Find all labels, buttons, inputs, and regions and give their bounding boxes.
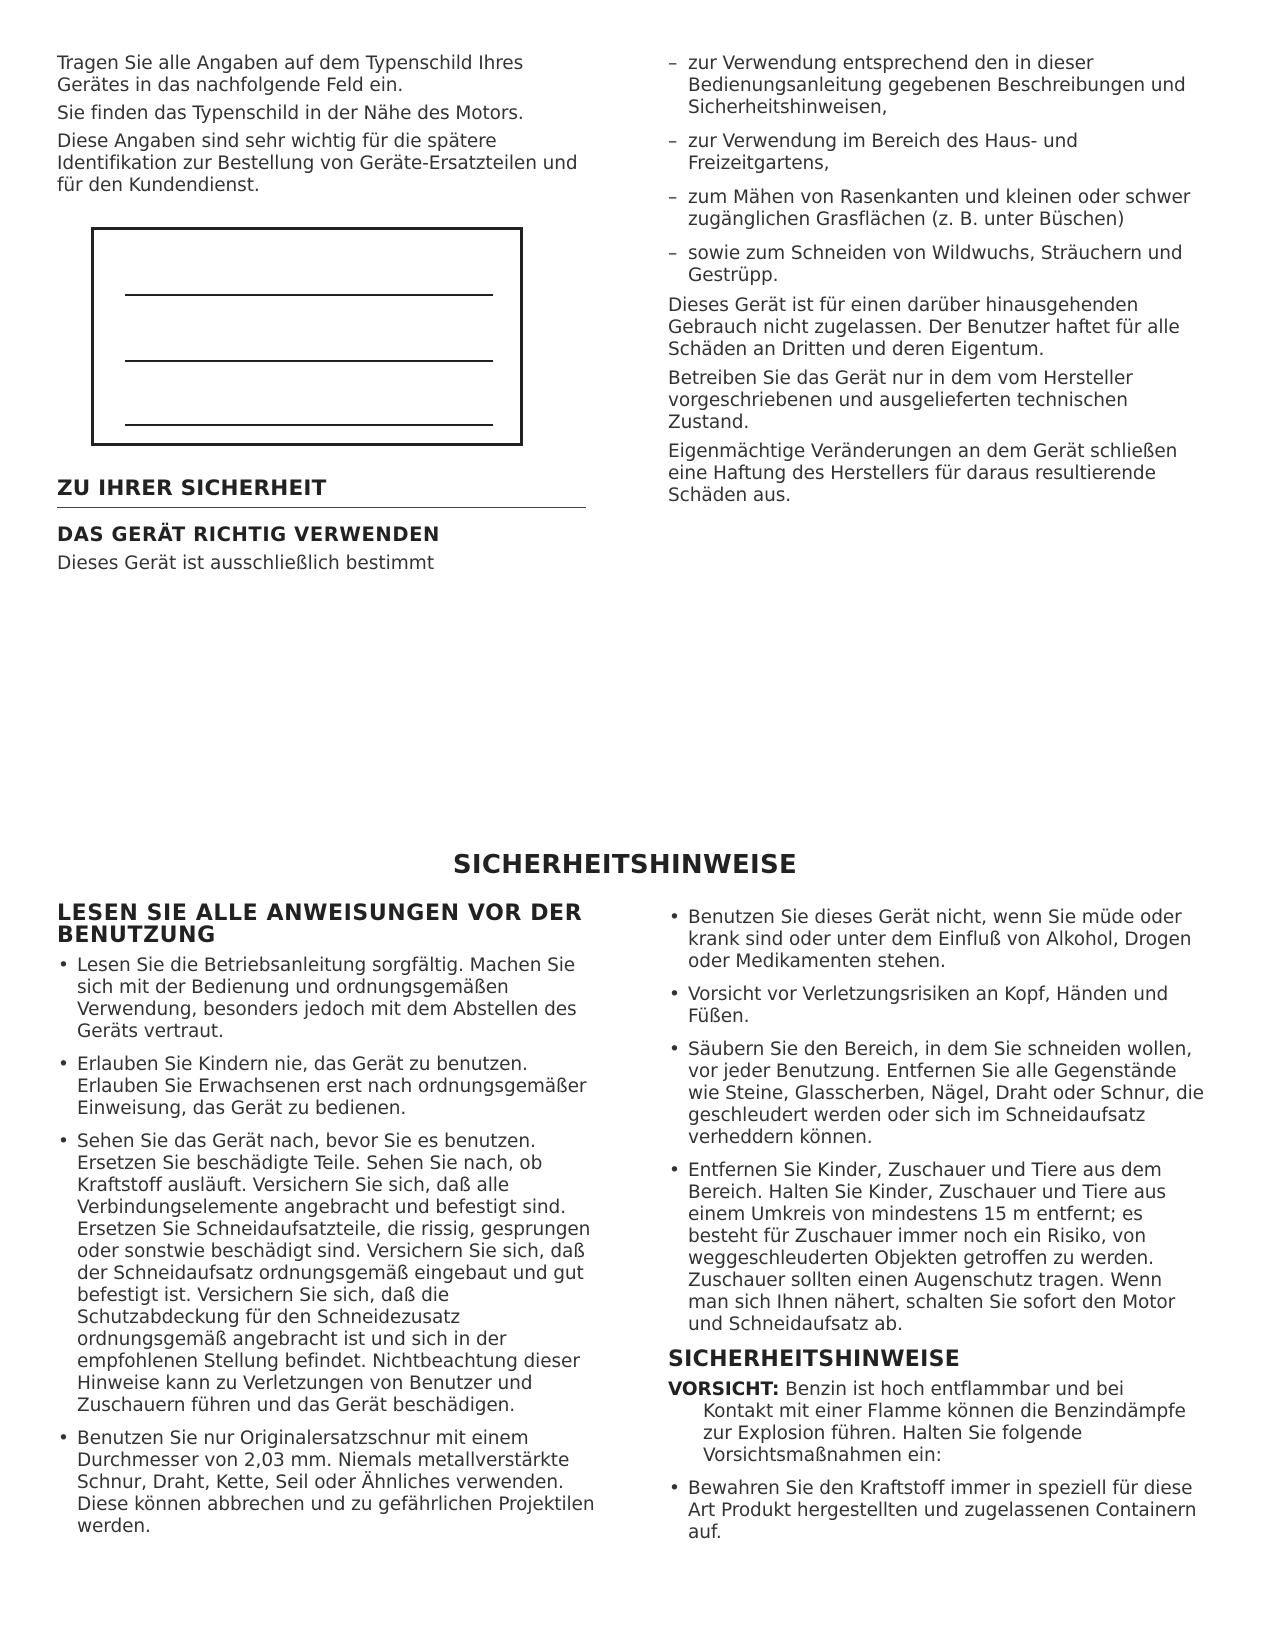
list-item: • Lesen Sie die Betriebsanleitung sorgfältig. Machen Sie sich mit der Bedienung und ordnungsgemäßen Verwendung, besonders jedoch mit dem Abstellen des Geräts vertraut.	[57, 955, 597, 1043]
safety-hints-right-section	[668, 907, 1208, 1555]
read-instructions-section	[57, 903, 597, 1549]
list-item: • Erlauben Sie Kindern nie, das Gerät zu benutzen. Erlauben Sie Erwachsenen erst nach ordnungsgemäßer Einweisung, das Gerät zu bedienen.	[57, 1054, 597, 1120]
list-item: • Bewahren Sie den Kraftstoff immer in speziell für diese Art Produkt hergestellten und zugelassenen Containern auf.	[668, 1478, 1208, 1544]
type-plate-line-1	[125, 294, 493, 296]
type-plate-line-3	[125, 424, 493, 426]
type-plate-line-2	[125, 360, 493, 362]
safety-heading: ZU IHRER SICHERHEIT	[57, 477, 586, 508]
use-item: – zur Verwendung entsprechend den in dieser Bedienungsanleitung gegebenen Beschreibungen und Sicherheitshinweisen,	[668, 53, 1208, 119]
list-item: • Sehen Sie das Gerät nach, bevor Sie es benutzen. Ersetzen Sie beschädigte Teile. Sehen Sie nach, ob Kraftstoff ausläuft. Versichern Sie sich, daß alle Verbindungselemente angebracht und befestigt sind. Ersetzen Sie Schneidaufsatzteile, die rissig, gesprungen oder sonstwie beschädigt sind. Versichern Sie sich, daß der Schneidaufsatz ordnungsgemäß eingebaut und gut befestigt ist. Versichern Sie sich, daß die Schutzabdeckung für den Schneidezusatz ordnungsgemäß angebracht ist und sich in der empfohlenen Stellung befindet. Nichtbeachtung dieser Hinweise kann zu Verletzungen von Benutzer und Zuschauern führen und das Gerät beschädigen.	[57, 1131, 597, 1417]
safety-instructions-title: SICHERHEITSHINWEISE	[452, 850, 798, 880]
intro-section	[57, 53, 587, 197]
fuel-warning-first-line	[668, 1379, 1208, 1401]
use-item: – zur Verwendung im Bereich des Haus- und Freizeitgartens,	[668, 131, 1208, 175]
read-instructions-heading: LESEN SIE ALLE ANWEISUNGEN VOR DER BENUTZUNG	[57, 901, 583, 948]
warning-first-text: Benzin ist hoch entflammbar und bei	[785, 1379, 1124, 1400]
list-item: • Vorsicht vor Verletzungsrisiken an Kopf, Händen und Füßen.	[668, 984, 1208, 1028]
list-item: • Benutzen Sie dieses Gerät nicht, wenn Sie müde oder krank sind oder unter dem Einfluß von Alkohol, Drogen oder Medikamenten stehen.	[668, 907, 1208, 973]
use-item: – sowie zum Schneiden von Wildwuchs, Sträuchern und Gestrüpp.	[668, 243, 1208, 287]
usage-condition-paragraph: Betreiben Sie das Gerät nur in dem vom Hersteller vorgeschriebenen und ausgelieferten technischen Zustand.	[668, 368, 1133, 433]
intro-paragraph-2: Sie finden das Typenschild in der Nähe des Motors.	[57, 103, 524, 124]
safety-hints-list	[668, 907, 1208, 1336]
use-item: – zum Mähen von Rasenkanten und kleinen oder schwer zugänglichen Grasflächen (z. B. unter Büschen)	[668, 187, 1208, 231]
safety-subheading: SICHERHEITSHINWEISE	[668, 1347, 961, 1372]
list-item: • Entfernen Sie Kinder, Zuschauer und Tiere aus dem Bereich. Halten Sie Kinder, Zuschauer und Tiere aus einem Umkreis von mindestens 15 m entfernt; es besteht für Zuschauer immer noch ein Risiko, von weggeschleuderten Objekten getroffen zu werden. Zuschauer sollten einen Augenschutz tragen. Wenn man sich Ihnen nähert, schalten Sie sofort den Motor und Schneidaufsatz ab.	[668, 1160, 1208, 1336]
fuel-warning	[668, 1379, 1208, 1467]
warning-label: VORSICHT:	[668, 1379, 780, 1400]
proper-use-intro: Dieses Gerät ist ausschließlich bestimmt	[57, 553, 435, 574]
list-item: • Benutzen Sie nur Originalersatzschnur mit einem Durchmesser von 2,03 mm. Niemals metallverstärkte Schnur, Draht, Kette, Seil oder Ähnliches verwenden. Diese können abbrechen und zu gefährlichen Projektilen werden.	[57, 1428, 597, 1538]
usage-modification-paragraph: Eigenmächtige Veränderungen an dem Gerät schließen eine Haftung des Herstellers für daraus resultierende Schäden aus.	[668, 441, 1178, 506]
warning-rest-text: Kontakt mit einer Flamme können die Benzindämpfe zur Explosion führen. Halten Sie folgende Vorsichtsmaßnahmen ein:	[703, 1401, 1186, 1466]
list-item: • Säubern Sie den Bereich, in dem Sie schneiden wollen, vor jeder Benutzung. Entfernen Sie alle Gegenstände wie Steine, Glasscherben, Nägel, Draht oder Schnur, die geschleudert werden oder sich im Schneidaufsatz verheddern können.	[668, 1039, 1208, 1149]
proper-use-section	[668, 53, 1208, 507]
type-plate-box	[91, 227, 523, 446]
read-instructions-list	[57, 955, 597, 1538]
use-list	[668, 53, 1208, 287]
fuel-list	[668, 1478, 1208, 1544]
intro-paragraph-3: Diese Angaben sind sehr wichtig für die spätere Identifikation zur Bestellung von Geräte-Ersatzteilen und für den Kundendienst.	[57, 131, 578, 196]
proper-use-heading: DAS GERÄT RICHTIG VERWENDEN	[57, 523, 440, 546]
usage-liability-paragraph: Dieses Gerät ist für einen darüber hinausgehenden Gebrauch nicht zugelassen. Der Benutzer haftet für alle Schäden an Dritten und deren Eigentum.	[668, 295, 1180, 360]
intro-paragraph-1: Tragen Sie alle Angaben auf dem Typenschild Ihres Gerätes in das nachfolgende Feld ein.	[57, 53, 524, 96]
